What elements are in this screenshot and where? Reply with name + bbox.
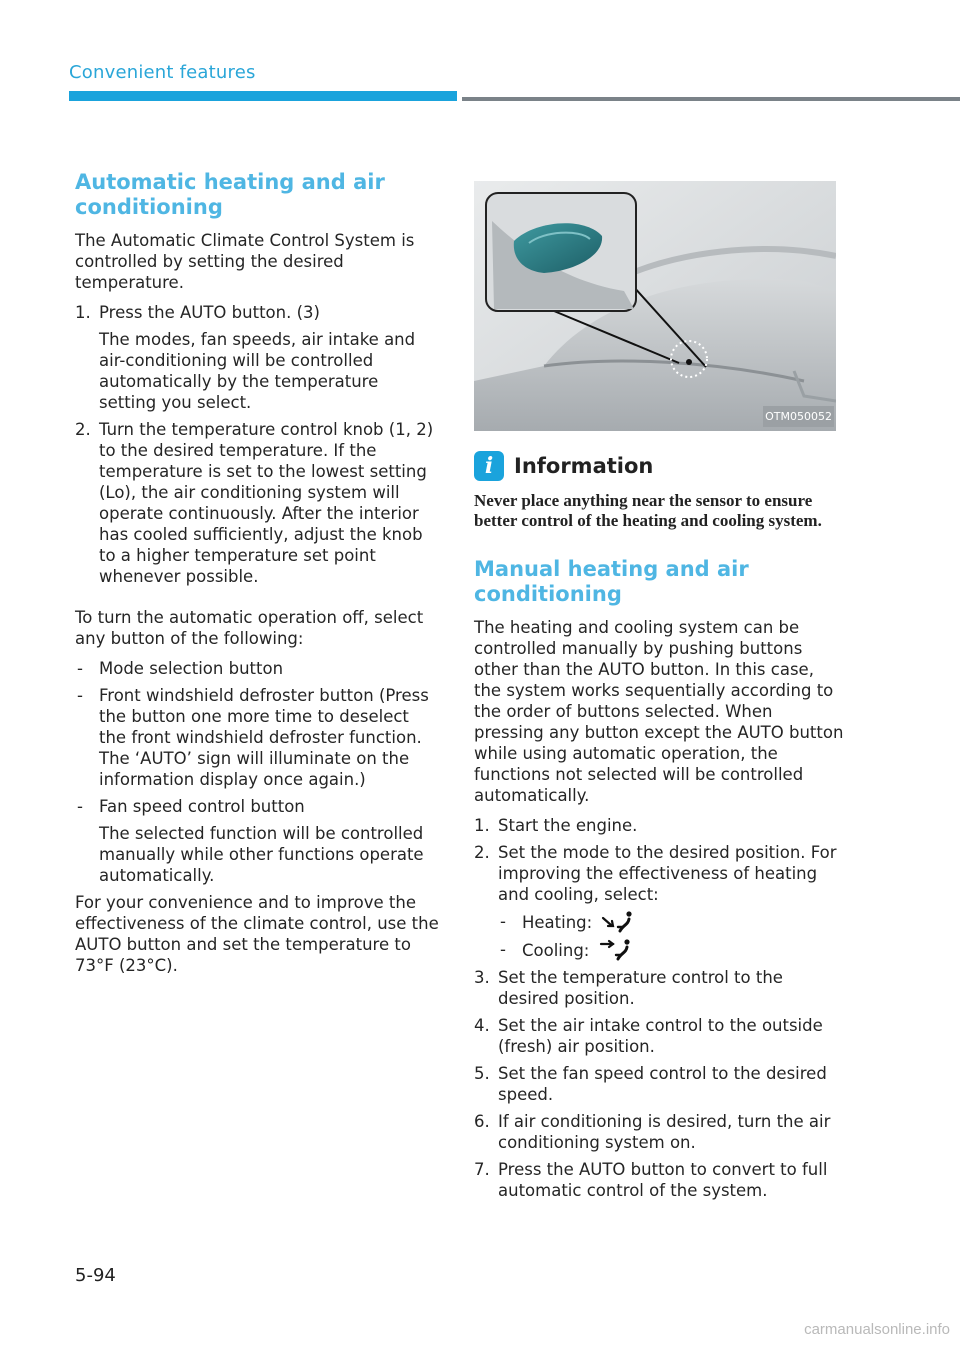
step-text: Turn the temperature control knob (1, 2) to the desired temperature. If the temperature is set to the lowest setting (Lo), the air conditioning system will operate continuously. After the interior has cooled sufficiently, adjust the knob to a higher temperature set point whenever possible.	[99, 420, 434, 586]
step-number: 4.	[474, 1016, 490, 1035]
step-text: Set the mode to the desired position. For improving the effectiveness of heating and cooling, select:	[498, 843, 837, 904]
manual-step	[474, 1015, 844, 1057]
step-number: 5.	[474, 1064, 490, 1083]
manual-step	[474, 815, 844, 836]
list-item	[75, 658, 440, 679]
manual-section-heading: Manual heating and air conditioning	[474, 557, 749, 606]
step-text: If air conditioning is desired, turn the air conditioning system on.	[498, 1112, 831, 1152]
auto-closing: For your convenience and to improve the effectiveness of the climate control, use the AUTO button and set the temperature to 73°F (23°C).	[75, 893, 439, 975]
auto-off-intro: To turn the automatic operation off, select any button of the following:	[75, 608, 424, 648]
bullet-mark: -	[77, 659, 83, 678]
figure-code: OTM050052	[763, 406, 834, 427]
bullet-text: Fan speed control button	[99, 797, 305, 816]
dashboard-sensor-illustration	[474, 181, 836, 431]
list-item	[75, 796, 440, 817]
auto-section-heading: Automatic heating and air conditioning	[75, 170, 385, 219]
step-text: Set the fan speed control to the desired speed.	[498, 1064, 827, 1104]
auto-intro: The Automatic Climate Control System is controlled by setting the desired temperature.	[75, 231, 415, 292]
manual-intro: The heating and cooling system can be controlled manually by pushing buttons other than the AUTO button. In this case, the system works sequentially according to the order of buttons selected. When pressing any button except the AUTO button while using automatic operation, the functions not selected will be controlled automatically.	[474, 618, 844, 805]
mode-label: Cooling:	[522, 941, 590, 960]
step-number: 7.	[474, 1160, 490, 1179]
mode-option	[474, 911, 844, 933]
header-rule-accent	[69, 91, 457, 101]
page-number: 5-94	[75, 1265, 116, 1286]
manual-step	[474, 1159, 844, 1201]
manual-step	[474, 1111, 844, 1153]
step-number: 1.	[75, 303, 91, 322]
manual-step	[474, 1063, 844, 1105]
auto-step	[75, 419, 440, 587]
bullet-mark: -	[77, 686, 83, 705]
step-text: Start the engine.	[498, 816, 638, 835]
left-column	[75, 170, 440, 985]
bullet-mark: -	[77, 797, 83, 816]
manual-step	[474, 967, 844, 1009]
watermark: carmanualsonline.info	[804, 1321, 950, 1338]
bullet-text: Front windshield defroster button (Press the button one more time to deselect the front windshield defroster function. The ‘AUTO’ sign will illuminate on the information display once again.)	[99, 686, 429, 789]
info-icon: i	[474, 451, 504, 481]
list-item	[75, 685, 440, 790]
section-header-title: Convenient features	[69, 62, 256, 83]
bullet-mark: -	[500, 940, 506, 959]
step-text: Set the air intake control to the outside (fresh) air position.	[498, 1016, 823, 1056]
manual-step	[474, 842, 844, 905]
information-text: Never place anything near the sensor to ensure better control of the heating and cooling system.	[474, 491, 822, 530]
bullet-mark: -	[500, 912, 506, 931]
step-text: Press the AUTO button to convert to full automatic control of the system.	[498, 1160, 828, 1200]
step-text: Set the temperature control to the desired position.	[498, 968, 783, 1008]
auto-step	[75, 302, 440, 323]
step-number: 1.	[474, 816, 490, 835]
right-column	[474, 175, 844, 1207]
step-number: 3.	[474, 968, 490, 987]
bullet-detail: The selected function will be controlled manually while other functions operate automatically.	[99, 824, 424, 885]
header-rule	[462, 97, 960, 101]
step-detail: The modes, fan speeds, air intake and air-conditioning will be controlled automatically by the temperature setting you select.	[99, 330, 416, 412]
mode-label: Heating:	[522, 913, 593, 932]
sensor-figure	[474, 181, 836, 431]
step-number: 2.	[474, 843, 490, 862]
step-text: Press the AUTO button. (3)	[99, 303, 320, 322]
bullet-text: Mode selection button	[99, 659, 284, 678]
face-vent-mode-icon	[599, 939, 631, 961]
mode-option	[474, 939, 844, 961]
step-number: 6.	[474, 1112, 490, 1131]
step-number: 2.	[75, 420, 91, 439]
information-callout-header	[474, 451, 844, 481]
floor-vent-mode-icon	[601, 911, 633, 933]
information-title: Information	[514, 453, 654, 478]
